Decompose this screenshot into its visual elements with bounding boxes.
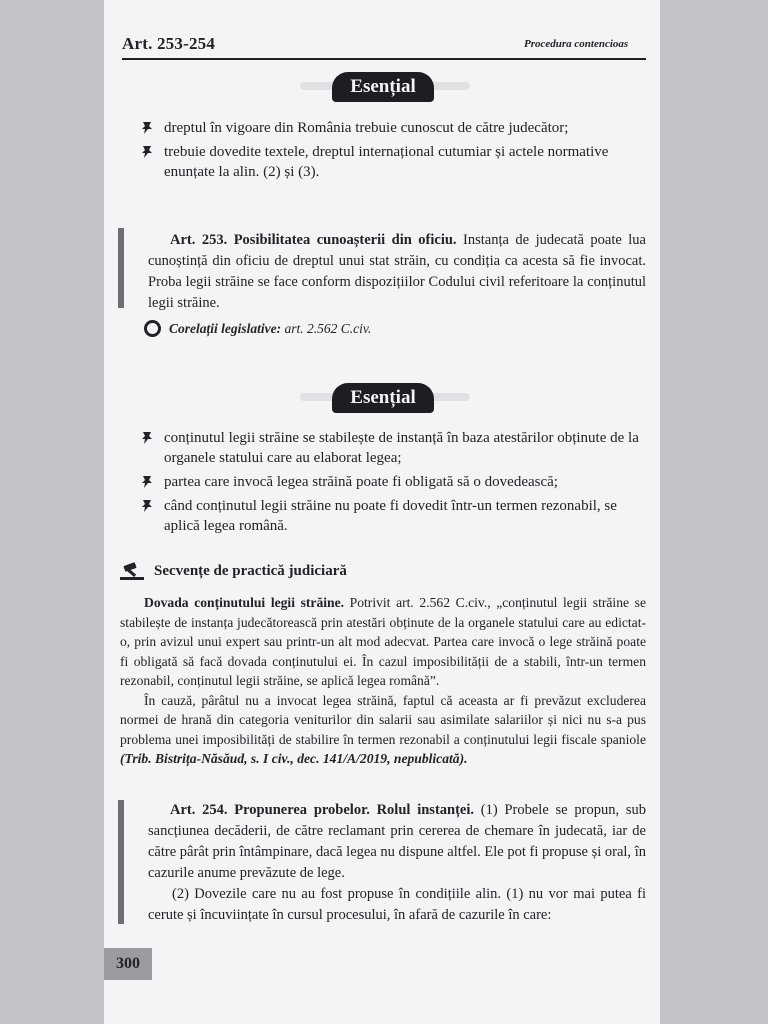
running-header-section: Procedura contencioas — [524, 38, 629, 50]
list-item-text: dreptul în vigoare din România trebuie cunoscut de către judecător; — [164, 120, 569, 136]
list-item-text: partea care invocă legea străină poate fi obligată să o dovedească; — [164, 474, 558, 490]
pushpin-icon — [140, 475, 154, 489]
list-item — [140, 118, 650, 138]
correlations-value: art. 2.562 C.civ. — [284, 320, 372, 336]
list-item-text: conținutul legii străine se stabilește de instanță în baza atestărilor obținute de la organele statului care au elaborat legea; — [164, 430, 639, 466]
article-paragraph — [148, 800, 646, 884]
list-item — [140, 496, 650, 536]
practice-paragraph — [120, 593, 646, 691]
list-item-text: când conținutul legii străine nu poate fi dovedit într-un termen rezonabil, se aplică legea română. — [164, 498, 617, 534]
article-text: Instanța de judecată poate lua cunoștință din oficiu de dreptul unui stat străin, cu condiția ca acesta să fie invocat. Proba legii străine se face conform dispozițiilor Codului civil referitoare la conținutul legii străine. — [148, 232, 646, 311]
legislative-correlations — [144, 320, 371, 337]
esential-banner — [300, 383, 470, 413]
article-sidebar-bar — [118, 800, 124, 924]
circle-icon — [144, 320, 161, 337]
list-item — [140, 142, 650, 182]
header-rule — [122, 58, 646, 60]
practice-paragraphs — [120, 593, 646, 769]
article-254 — [148, 800, 646, 926]
pushpin-icon — [140, 499, 154, 513]
pushpin-icon — [140, 431, 154, 445]
practice-text: În cauză, pârâtul nu a invocat legea străină, faptul că aceasta ar fi prevăzut excluderea normei de hrană din categoria veniturilor din salarii sau asimilate salariilor și nici nu s-a pus problema unei imposibilități de stabilire în termen rezonabil a conținutului legii fiscale spaniole — [120, 692, 646, 747]
practice-citation: (Trib. Bistrița-Năsăud, s. I civ., dec. 141/A/2019, nepublicată). — [120, 751, 468, 766]
pushpin-icon — [140, 145, 154, 159]
banner-label: Esențial — [332, 72, 434, 102]
article-paragraph — [148, 884, 646, 926]
practice-paragraph — [120, 691, 646, 769]
list-item-text: trebuie dovedite textele, dreptul internațional cutumiar și actele normative enunțate la alin. (2) și (3). — [164, 144, 609, 180]
esential-banner — [300, 72, 470, 102]
list-item — [140, 472, 650, 492]
running-header-articles: Art. 253-254 — [122, 34, 216, 53]
article-title: Art. 254. Propunerea probelor. Rolul instanței. — [170, 802, 474, 818]
article-title: Art. 253. Posibilitatea cunoașterii din oficiu. — [170, 232, 457, 248]
article-text: (2) Dovezile care nu au fost propuse în condițiile alin. (1) nu vor mai putea fi cerute și încuviințate în cursul procesului, în afară de cazurile în care: — [148, 886, 646, 923]
practice-text: Potrivit art. 2.562 C.civ., „conținutul legii străine se stabilește de instanța judecătorească prin atestări obținute de la organele statului care au edictat-o, prin avizul unui expert sau printr-un alt mod adecvat. Partea care invocă o lege străină poate fi obligată să facă dovada conținutului ei. În cazul imposibilității de a stabili, într-un termen rezonabil, conținutul legii străine, se aplică legea română”. — [120, 595, 646, 688]
correlations-label: Corelații legislative: — [169, 320, 282, 336]
article-253 — [148, 230, 646, 314]
gavel-icon — [120, 562, 148, 580]
esential-list — [140, 428, 650, 536]
practice-section-title — [120, 562, 347, 580]
article-sidebar-bar — [118, 228, 124, 308]
practice-title-text: Secvențe de practică judiciară — [154, 562, 347, 579]
esential-list — [140, 118, 650, 182]
pushpin-icon — [140, 121, 154, 135]
banner-label: Esențial — [332, 383, 434, 413]
practice-lead: Dovada conținutului legii străine. — [144, 595, 345, 610]
page-number: 300 — [104, 948, 152, 980]
article-text: (1) Probele se propun, sub sancțiunea decăderii, de către reclamant prin cererea de chemare în judecată, iar de către pârât prin întâmpinare, dacă legea nu dispune altfel. Ele pot fi propuse și oral, în cazurile anume prevăzute de lege. — [148, 802, 646, 881]
list-item — [140, 428, 650, 468]
